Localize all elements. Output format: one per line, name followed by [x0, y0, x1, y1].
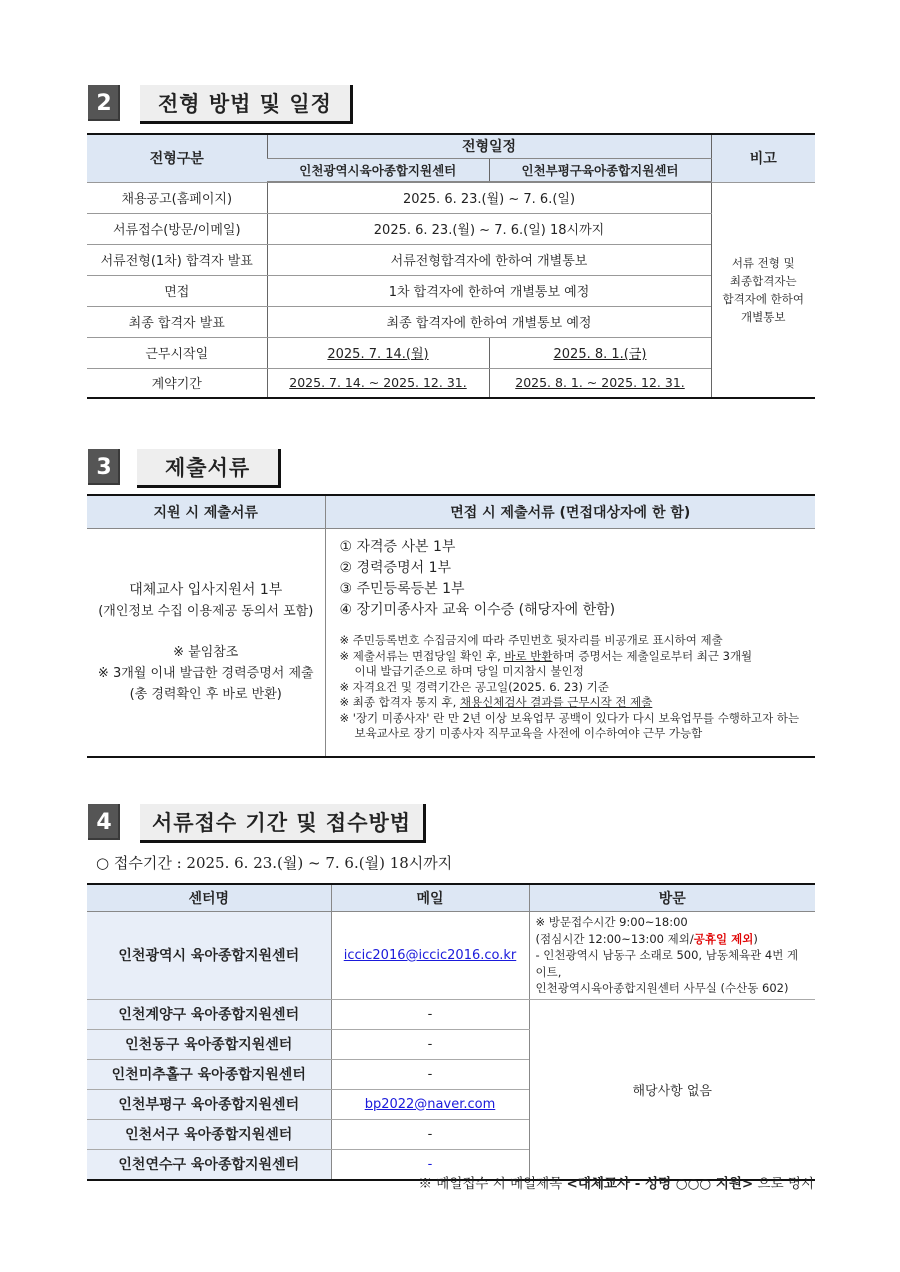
email-link[interactable]: iccic2016@iccic2016.co.kr — [343, 947, 517, 963]
table-row — [87, 213, 815, 244]
header-center-a: 인천광역시육아종합지원센터 — [267, 158, 489, 182]
header-category: 전형구분 — [87, 134, 267, 182]
section-title: 제출서류 — [137, 449, 281, 488]
visit-line: 인천광역시육아종합지원센터 사무실 (수산동 602) — [535, 981, 789, 995]
doc-line: 대체교사 입사지원서 1부 — [129, 581, 283, 598]
remarks-line: 합격자에 한하여 — [722, 291, 804, 306]
doc-line: ※ 3개월 이내 발급한 경력증명서 제출 — [97, 665, 314, 681]
section-title: 전형 방법 및 일정 — [140, 85, 353, 124]
section-number: 2 — [88, 85, 120, 121]
doc-line: (총 경력확인 후 바로 반환) — [129, 686, 282, 702]
doc-item: ③ 주민등록등본 1부 — [339, 581, 465, 597]
doc-item: ④ 장기미종사자 교육 이수증 (해당자에 한함) — [339, 602, 616, 618]
application-docs-cell — [87, 529, 325, 757]
email-subject-note — [419, 1172, 815, 1192]
header-center-b: 인천부평구육아종합지원센터 — [489, 158, 711, 182]
note: ※ 제출서류는 면접당일 확인 후, 바로 반환하며 증명서는 제출일로부터 최근 3개월 — [339, 648, 753, 663]
table-row — [87, 182, 815, 213]
row-schedule: 서류전형합격자에 한하여 개별통보 — [267, 244, 711, 275]
table-row — [87, 368, 815, 398]
header-visit: 방문 — [529, 884, 815, 912]
row-category: 최종 합격자 발표 — [87, 306, 267, 337]
row-category: 근무시작일 — [87, 337, 267, 368]
note-text: 으로 명시 — [753, 1176, 814, 1192]
note: ※ 주민등록번호 수집금지에 따라 주민번호 뒷자리를 비공개로 표시하여 제출 — [339, 633, 723, 647]
header-interview-docs: 면접 시 제출서류 (면접대상자에 한 함) — [325, 495, 815, 529]
section-2-heading — [88, 85, 353, 124]
note: ※ 자격요건 및 경력기간은 공고일(2025. 6. 23) 기준 — [339, 679, 609, 694]
section-number: 4 — [88, 804, 120, 840]
header-remarks: 비고 — [711, 134, 815, 182]
start-date-center-a: 2025. 7. 14.(월) — [267, 337, 489, 368]
remarks-cell — [711, 182, 815, 398]
header-schedule: 전형일정 — [267, 134, 711, 158]
row-schedule: 1차 합격자에 한하여 개별통보 예정 — [267, 275, 711, 306]
note-text: ※ 메일접수 시 메일제목 — [418, 1176, 567, 1192]
visit-none: 해당사항 없음 — [529, 999, 815, 1180]
table-row — [87, 306, 815, 337]
row-category: 서류접수(방문/이메일) — [87, 213, 267, 244]
note-cont: 보육교사로 장기 미종사자 직무교육을 사전에 이수하여야 근무 가능함 — [354, 726, 703, 740]
row-category: 계약기간 — [87, 368, 267, 398]
header-center: 센터명 — [87, 884, 331, 912]
row-category: 면접 — [87, 275, 267, 306]
email-value: - — [331, 1029, 529, 1059]
header-application-docs: 지원 시 제출서류 — [87, 495, 325, 529]
start-date-center-b: 2025. 8. 1.(금) — [489, 337, 711, 368]
section-number: 3 — [88, 449, 120, 485]
row-category: 채용공고(홈페이지) — [87, 182, 267, 213]
section-3-heading — [88, 449, 281, 488]
visit-info-cell — [529, 912, 815, 1000]
email-link[interactable]: bp2022@naver.com — [364, 1096, 496, 1112]
notes-list — [340, 633, 816, 742]
schedule-table — [87, 133, 815, 399]
center-name: 인천부평구 육아종합지원센터 — [87, 1089, 331, 1119]
doc-line: (개인정보 수집 이용제공 동의서 포함) — [98, 603, 314, 619]
center-name: 인천미추홀구 육아종합지원센터 — [87, 1059, 331, 1089]
submission-table — [87, 883, 815, 1181]
visit-line: ※ 방문접수시간 9:00~18:00 — [535, 915, 688, 929]
note: ※ 최종 합격자 통지 후, 채용신체검사 결과를 근무시작 전 제출 — [339, 695, 653, 709]
interview-docs-cell — [325, 529, 815, 757]
receipt-period: ○ 접수기간 : 2025. 6. 23.(월) ~ 7. 6.(월) 18시까지 — [96, 854, 453, 872]
email-value: - — [331, 1149, 529, 1180]
center-name: 인천계양구 육아종합지원센터 — [87, 999, 331, 1029]
doc-item: ① 자격증 사본 1부 — [339, 539, 456, 555]
table-row — [87, 244, 815, 275]
remarks-line: 서류 전형 및 — [731, 255, 795, 270]
row-schedule: 2025. 6. 23.(월) ~ 7. 6.(일) — [267, 182, 711, 213]
center-name: 인천서구 육아종합지원센터 — [87, 1119, 331, 1149]
note-cont: 이내 발급기준으로 하며 당일 미지참시 불인정 — [354, 664, 584, 678]
email-value: - — [331, 1119, 529, 1149]
center-name: 인천연수구 육아종합지원센터 — [87, 1149, 331, 1180]
row-category: 서류전형(1차) 합격자 발표 — [87, 244, 267, 275]
section-4-heading — [88, 804, 426, 843]
remarks-line: 최종합격자는 — [729, 273, 797, 288]
center-name: 인천동구 육아종합지원센터 — [87, 1029, 331, 1059]
header-email: 메일 — [331, 884, 529, 912]
note: ※ '장기 미종사자' 란 만 2년 이상 보육업무 공백이 있다가 다시 보육업무를 수행하고자 하는 — [339, 710, 800, 725]
doc-line: ※ 붙임참조 — [173, 644, 239, 660]
visit-line: (점심시간 12:00~13:00 제외/공휴일 제외) — [535, 931, 758, 946]
doc-item: ② 경력증명서 1부 — [339, 560, 452, 576]
table-row — [87, 275, 815, 306]
note-bold: <대체교사 - 성명 ○○○ 지원> — [566, 1176, 754, 1192]
table-row — [87, 912, 815, 1000]
remarks-line: 개별통보 — [741, 309, 786, 324]
contract-period-center-a: 2025. 7. 14. ~ 2025. 12. 31. — [267, 368, 489, 398]
email-value: - — [331, 1059, 529, 1089]
documents-table — [87, 494, 815, 758]
table-row — [87, 337, 815, 368]
row-schedule: 최종 합격자에 한하여 개별통보 예정 — [267, 306, 711, 337]
table-row — [87, 999, 815, 1029]
section-title: 서류접수 기간 및 접수방법 — [140, 804, 426, 843]
email-value: - — [331, 999, 529, 1029]
contract-period-center-b: 2025. 8. 1. ~ 2025. 12. 31. — [489, 368, 711, 398]
row-schedule: 2025. 6. 23.(월) ~ 7. 6.(일) 18시까지 — [267, 213, 711, 244]
visit-line: - 인천광역시 남동구 소래로 500, 남동체육관 4번 게이트, — [535, 948, 799, 979]
center-name: 인천광역시 육아종합지원센터 — [87, 912, 331, 1000]
